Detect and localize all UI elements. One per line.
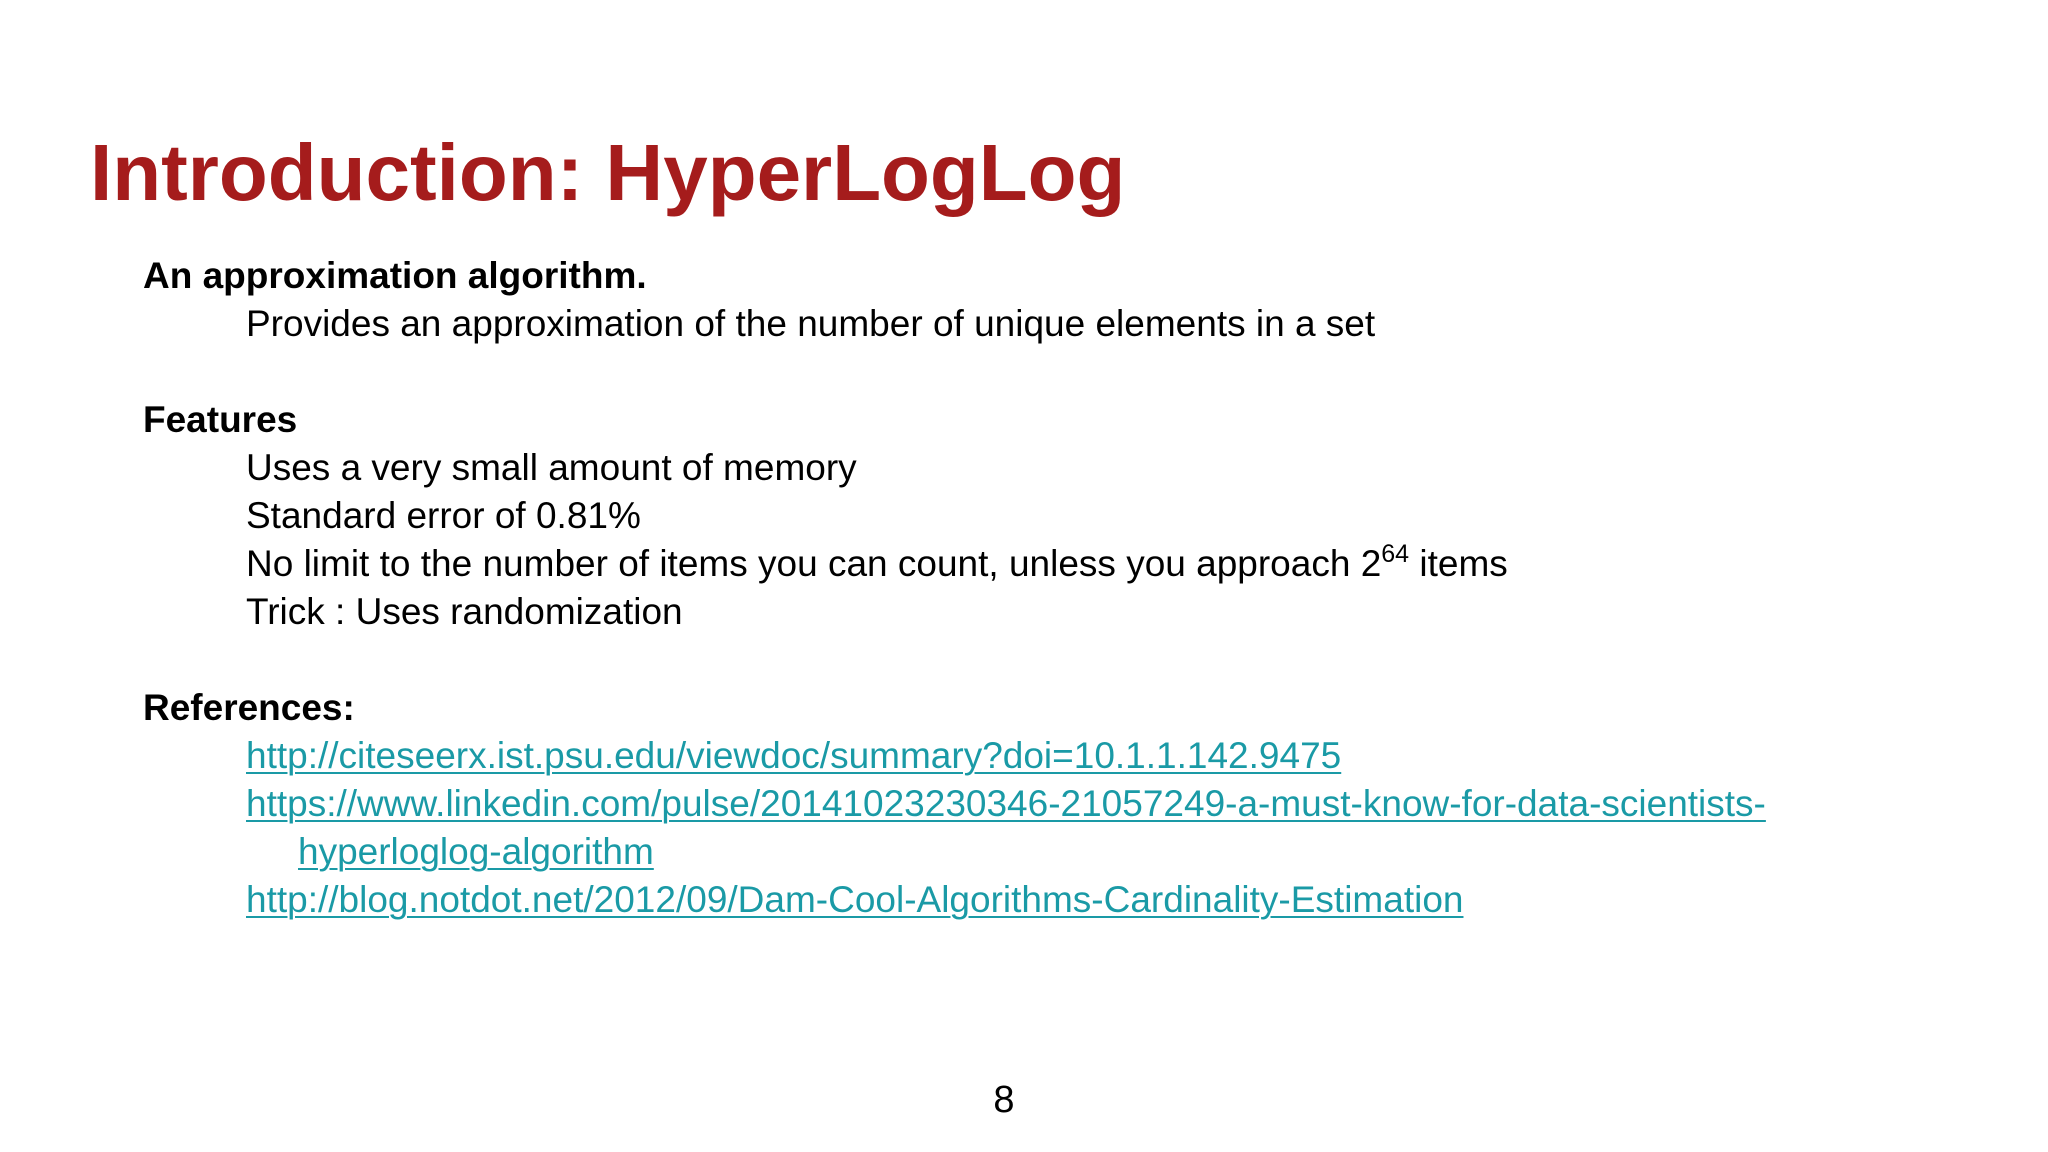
reference-item [143, 780, 1983, 828]
intro-heading: An approximation algorithm. [143, 255, 647, 296]
limit-exponent: 64 [1381, 540, 1410, 568]
reference-link-citeseerx[interactable]: http://citeseerx.ist.psu.edu/viewdoc/summary?doi=10.1.1.142.9475 [246, 735, 1342, 776]
limit-suffix: items [1409, 543, 1508, 584]
reference-link-notdot[interactable]: http://blog.notdot.net/2012/09/Dam-Cool-Algorithms-Cardinality-Estimation [246, 879, 1464, 920]
features-heading: Features [143, 399, 298, 440]
feature-item-error: Standard error of 0.81% [246, 495, 641, 536]
spacer [143, 348, 1983, 396]
reference-item [143, 876, 1983, 924]
slide-title: Introduction: HyperLogLog [90, 128, 1126, 217]
slide-body [143, 252, 1983, 924]
feature-item-memory: Uses a very small amount of memory [246, 447, 857, 488]
spacer [143, 636, 1983, 684]
feature-item-trick: Trick : Uses randomization [246, 591, 683, 632]
reference-link-linkedin-continuation[interactable]: hyperloglog-algorithm [298, 831, 654, 872]
feature-item-limit [143, 540, 1983, 588]
page-number: 8 [993, 1079, 1015, 1121]
reference-item [143, 828, 1983, 876]
reference-link-linkedin[interactable]: https://www.linkedin.com/pulse/20141023230346-21057249-a-must-know-for-data-scientists- [246, 783, 1766, 824]
intro-description: Provides an approximation of the number of unique elements in a set [246, 303, 1376, 344]
references-heading: References: [143, 687, 355, 728]
reference-item [143, 732, 1983, 780]
limit-prefix: No limit to the number of items you can count, unless you approach 2 [246, 543, 1382, 584]
